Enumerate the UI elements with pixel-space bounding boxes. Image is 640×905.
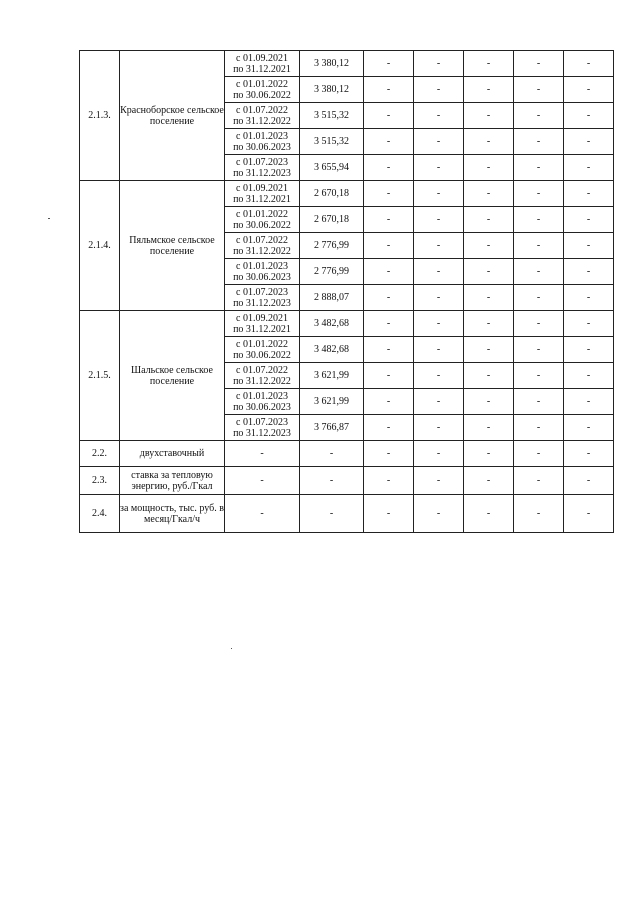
settlement-name: Шальское сельское поселение bbox=[120, 311, 225, 441]
period-cell bbox=[225, 77, 300, 103]
period-from: с 01.07.2023 bbox=[236, 156, 288, 168]
empty-value-dash: - bbox=[564, 495, 614, 533]
empty-value-dash: - bbox=[225, 467, 300, 495]
period-from: с 01.01.2023 bbox=[236, 390, 288, 402]
empty-value-dash: - bbox=[364, 415, 414, 441]
empty-value-dash: - bbox=[514, 155, 564, 181]
tariff-value: 3 515,32 bbox=[300, 103, 364, 129]
empty-value-dash: - bbox=[514, 103, 564, 129]
empty-value-dash: - bbox=[564, 77, 614, 103]
empty-value-dash: - bbox=[414, 415, 464, 441]
item-number: 2.1.3. bbox=[80, 51, 120, 181]
item-number: 2.1.4. bbox=[80, 181, 120, 311]
empty-value-dash: - bbox=[514, 129, 564, 155]
period-to: по 31.12.2023 bbox=[233, 427, 291, 439]
item-number: 2.4. bbox=[80, 495, 120, 533]
empty-value-dash: - bbox=[564, 181, 614, 207]
empty-value-dash: - bbox=[414, 467, 464, 495]
period-to: по 31.12.2023 bbox=[233, 167, 291, 179]
period-cell bbox=[225, 363, 300, 389]
empty-value-dash: - bbox=[464, 233, 514, 259]
empty-value-dash: - bbox=[464, 285, 514, 311]
empty-value-dash: - bbox=[514, 467, 564, 495]
tariff-value: 2 888,07 bbox=[300, 285, 364, 311]
empty-value-dash: - bbox=[514, 363, 564, 389]
period-cell bbox=[225, 103, 300, 129]
period-cell bbox=[225, 389, 300, 415]
settlement-name: Пяльмское сельское поселение bbox=[120, 181, 225, 311]
empty-value-dash: - bbox=[564, 441, 614, 467]
tariff-value: 3 515,32 bbox=[300, 129, 364, 155]
table-row bbox=[80, 311, 614, 337]
period-from: с 01.07.2022 bbox=[236, 104, 288, 116]
period-cell bbox=[225, 207, 300, 233]
period-from: с 01.07.2022 bbox=[236, 364, 288, 376]
empty-value-dash: - bbox=[464, 77, 514, 103]
empty-value-dash: - bbox=[414, 311, 464, 337]
period-cell bbox=[225, 51, 300, 77]
empty-value-dash: - bbox=[514, 259, 564, 285]
empty-value-dash: - bbox=[564, 155, 614, 181]
empty-value-dash: - bbox=[414, 389, 464, 415]
empty-value-dash: - bbox=[364, 467, 414, 495]
empty-value-dash: - bbox=[464, 337, 514, 363]
period-cell bbox=[225, 285, 300, 311]
tariff-value: 2 776,99 bbox=[300, 233, 364, 259]
rate-label: двухставочный bbox=[120, 441, 225, 467]
empty-value-dash: - bbox=[364, 129, 414, 155]
empty-value-dash: - bbox=[514, 181, 564, 207]
period-cell bbox=[225, 337, 300, 363]
empty-value-dash: - bbox=[364, 285, 414, 311]
empty-value-dash: - bbox=[514, 495, 564, 533]
period-from: с 01.07.2022 bbox=[236, 234, 288, 246]
period-from: с 01.09.2021 bbox=[236, 312, 288, 324]
tariff-value: 2 670,18 bbox=[300, 207, 364, 233]
empty-value-dash: - bbox=[464, 415, 514, 441]
period-to: по 31.12.2021 bbox=[233, 63, 291, 75]
empty-value-dash: - bbox=[414, 129, 464, 155]
empty-value-dash: - bbox=[514, 207, 564, 233]
period-to: по 30.06.2023 bbox=[233, 141, 291, 153]
empty-value-dash: - bbox=[464, 155, 514, 181]
empty-value-dash: - bbox=[514, 441, 564, 467]
tariff-value: 3 655,94 bbox=[300, 155, 364, 181]
tariff-table bbox=[79, 50, 614, 533]
item-number: 2.1.5. bbox=[80, 311, 120, 441]
empty-value-dash: - bbox=[364, 233, 414, 259]
empty-value-dash: - bbox=[464, 389, 514, 415]
rate-label: за мощность, тыс. руб. в месяц/Гкал/ч bbox=[120, 495, 225, 533]
period-to: по 31.12.2022 bbox=[233, 375, 291, 387]
empty-value-dash: - bbox=[364, 77, 414, 103]
empty-value-dash: - bbox=[464, 363, 514, 389]
period-from: с 01.01.2023 bbox=[236, 260, 288, 272]
tariff-value: 3 380,12 bbox=[300, 51, 364, 77]
period-to: по 31.12.2022 bbox=[233, 115, 291, 127]
period-cell bbox=[225, 415, 300, 441]
settlement-name: Красноборское сельское поселение bbox=[120, 51, 225, 181]
empty-value-dash: - bbox=[564, 389, 614, 415]
empty-value-dash: - bbox=[414, 441, 464, 467]
empty-value-dash: - bbox=[414, 233, 464, 259]
period-to: по 30.06.2023 bbox=[233, 271, 291, 283]
empty-value-dash: - bbox=[564, 103, 614, 129]
empty-value-dash: - bbox=[414, 337, 464, 363]
period-to: по 31.12.2021 bbox=[233, 323, 291, 335]
period-from: с 01.01.2022 bbox=[236, 208, 288, 220]
empty-value-dash: - bbox=[300, 441, 364, 467]
empty-value-dash: - bbox=[464, 467, 514, 495]
empty-value-dash: - bbox=[564, 337, 614, 363]
empty-value-dash: - bbox=[514, 415, 564, 441]
empty-value-dash: - bbox=[564, 129, 614, 155]
empty-value-dash: - bbox=[225, 441, 300, 467]
empty-value-dash: - bbox=[464, 103, 514, 129]
period-cell bbox=[225, 233, 300, 259]
empty-value-dash: - bbox=[464, 181, 514, 207]
tariff-value: 3 621,99 bbox=[300, 363, 364, 389]
period-cell bbox=[225, 155, 300, 181]
period-to: по 30.06.2022 bbox=[233, 349, 291, 361]
empty-value-dash: - bbox=[514, 233, 564, 259]
empty-value-dash: - bbox=[414, 77, 464, 103]
empty-value-dash: - bbox=[364, 495, 414, 533]
empty-value-dash: - bbox=[464, 495, 514, 533]
scan-speck bbox=[48, 218, 50, 219]
empty-value-dash: - bbox=[414, 495, 464, 533]
empty-value-dash: - bbox=[364, 259, 414, 285]
empty-value-dash: - bbox=[464, 311, 514, 337]
table-row bbox=[80, 441, 614, 467]
empty-value-dash: - bbox=[464, 51, 514, 77]
tariff-value: 3 482,68 bbox=[300, 311, 364, 337]
empty-value-dash: - bbox=[364, 363, 414, 389]
empty-value-dash: - bbox=[364, 337, 414, 363]
period-from: с 01.09.2021 bbox=[236, 182, 288, 194]
empty-value-dash: - bbox=[414, 51, 464, 77]
empty-value-dash: - bbox=[225, 495, 300, 533]
period-from: с 01.07.2023 bbox=[236, 286, 288, 298]
period-cell bbox=[225, 181, 300, 207]
empty-value-dash: - bbox=[364, 51, 414, 77]
tariff-value: 2 776,99 bbox=[300, 259, 364, 285]
empty-value-dash: - bbox=[564, 363, 614, 389]
table-row bbox=[80, 181, 614, 207]
empty-value-dash: - bbox=[300, 495, 364, 533]
empty-value-dash: - bbox=[414, 285, 464, 311]
empty-value-dash: - bbox=[464, 129, 514, 155]
empty-value-dash: - bbox=[564, 467, 614, 495]
period-to: по 31.12.2022 bbox=[233, 245, 291, 257]
table-row bbox=[80, 51, 614, 77]
period-from: с 01.01.2022 bbox=[236, 338, 288, 350]
item-number: 2.3. bbox=[80, 467, 120, 495]
empty-value-dash: - bbox=[514, 311, 564, 337]
empty-value-dash: - bbox=[364, 181, 414, 207]
tariff-value: 3 380,12 bbox=[300, 77, 364, 103]
item-number: 2.2. bbox=[80, 441, 120, 467]
empty-value-dash: - bbox=[414, 363, 464, 389]
empty-value-dash: - bbox=[514, 77, 564, 103]
period-to: по 30.06.2022 bbox=[233, 89, 291, 101]
empty-value-dash: - bbox=[564, 415, 614, 441]
period-from: с 01.01.2023 bbox=[236, 130, 288, 142]
empty-value-dash: - bbox=[364, 311, 414, 337]
table-row bbox=[80, 495, 614, 533]
empty-value-dash: - bbox=[364, 389, 414, 415]
empty-value-dash: - bbox=[414, 103, 464, 129]
empty-value-dash: - bbox=[564, 311, 614, 337]
period-from: с 01.07.2023 bbox=[236, 416, 288, 428]
tariff-value: 3 766,87 bbox=[300, 415, 364, 441]
empty-value-dash: - bbox=[364, 207, 414, 233]
empty-value-dash: - bbox=[464, 259, 514, 285]
rate-label: ставка за тепловую энергию, руб./Гкал bbox=[120, 467, 225, 495]
empty-value-dash: - bbox=[514, 389, 564, 415]
empty-value-dash: - bbox=[364, 103, 414, 129]
empty-value-dash: - bbox=[414, 207, 464, 233]
period-cell bbox=[225, 311, 300, 337]
empty-value-dash: - bbox=[464, 207, 514, 233]
scan-speck bbox=[231, 648, 232, 649]
empty-value-dash: - bbox=[414, 181, 464, 207]
empty-value-dash: - bbox=[414, 155, 464, 181]
empty-value-dash: - bbox=[564, 207, 614, 233]
empty-value-dash: - bbox=[364, 441, 414, 467]
tariff-value: 3 621,99 bbox=[300, 389, 364, 415]
empty-value-dash: - bbox=[514, 51, 564, 77]
period-to: по 31.12.2021 bbox=[233, 193, 291, 205]
period-cell bbox=[225, 129, 300, 155]
empty-value-dash: - bbox=[514, 285, 564, 311]
period-cell bbox=[225, 259, 300, 285]
table-row bbox=[80, 467, 614, 495]
tariff-value: 2 670,18 bbox=[300, 181, 364, 207]
empty-value-dash: - bbox=[564, 285, 614, 311]
empty-value-dash: - bbox=[414, 259, 464, 285]
tariff-table-body bbox=[80, 51, 614, 533]
period-from: с 01.01.2022 bbox=[236, 78, 288, 90]
period-to: по 31.12.2023 bbox=[233, 297, 291, 309]
empty-value-dash: - bbox=[564, 51, 614, 77]
period-from: с 01.09.2021 bbox=[236, 52, 288, 64]
empty-value-dash: - bbox=[564, 259, 614, 285]
empty-value-dash: - bbox=[464, 441, 514, 467]
empty-value-dash: - bbox=[514, 337, 564, 363]
period-to: по 30.06.2022 bbox=[233, 219, 291, 231]
empty-value-dash: - bbox=[564, 233, 614, 259]
empty-value-dash: - bbox=[300, 467, 364, 495]
period-to: по 30.06.2023 bbox=[233, 401, 291, 413]
tariff-value: 3 482,68 bbox=[300, 337, 364, 363]
empty-value-dash: - bbox=[364, 155, 414, 181]
